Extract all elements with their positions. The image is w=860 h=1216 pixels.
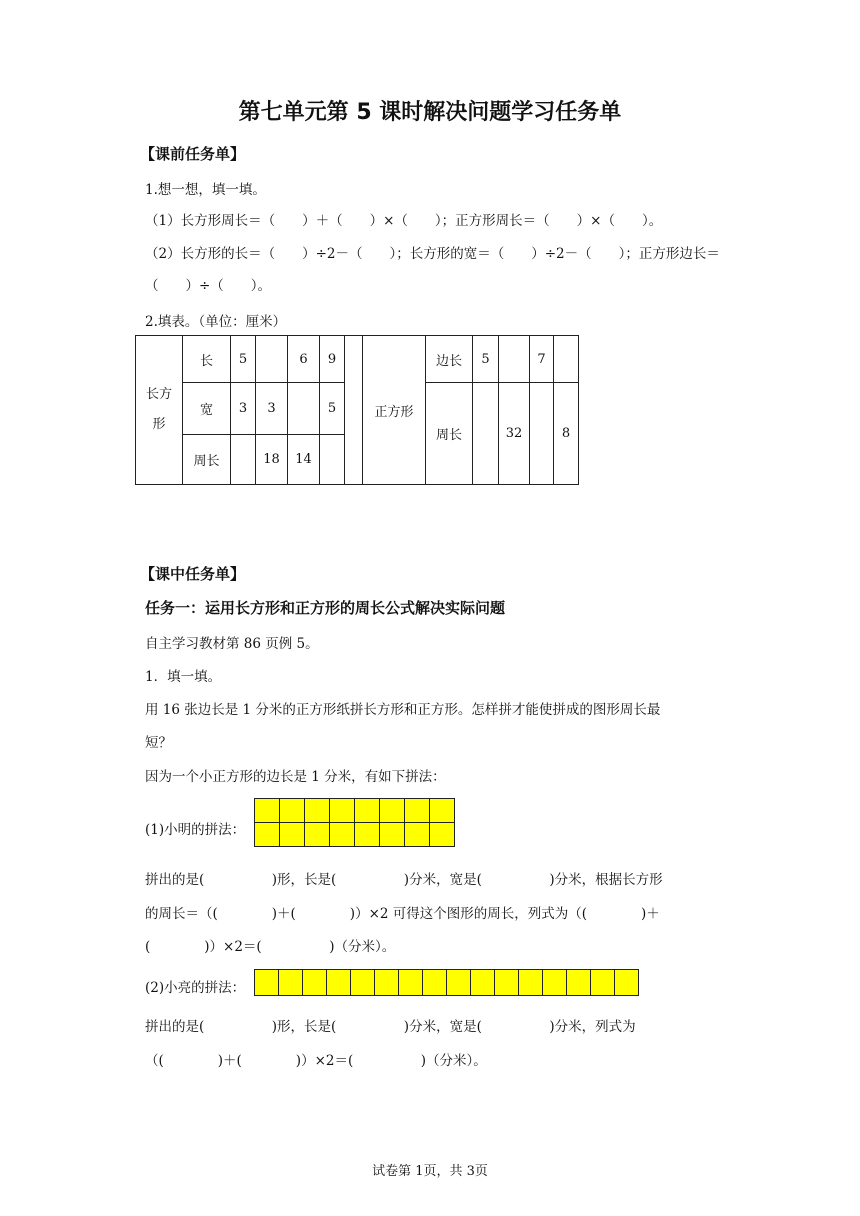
xiaoliang-line-1: 拼出的是( )形，长是( )分米，宽是( )分米，列式为	[145, 1019, 636, 1035]
table-cell: 7	[530, 336, 554, 383]
rect-width-label: 宽	[183, 383, 231, 435]
pre-class-section-heading: 【课前任务单】	[140, 145, 246, 163]
square-perimeter-label: 周长	[426, 383, 473, 485]
xiaoliang-line-2: （( )＋( )）×2＝( )（分米）。	[145, 1053, 487, 1069]
table-cell: 6	[288, 336, 320, 383]
table-cell	[499, 336, 530, 383]
table-cell	[530, 383, 554, 485]
intro-line: 因为一个小正方形的边长是 1 分米，有如下拼法：	[145, 769, 446, 785]
table-cell: 5	[231, 336, 256, 383]
question-1-line-3: （ ）÷（ ）。	[145, 278, 272, 294]
tile	[375, 970, 399, 996]
table-cell	[320, 435, 345, 485]
tile	[351, 970, 375, 996]
tile	[305, 823, 330, 847]
self-study-note: 自主学习教材第 86 页例 5。	[145, 636, 319, 652]
page-footer: 试卷第 1页，共 3页	[372, 1164, 488, 1179]
tile	[399, 970, 423, 996]
table-cell: 8	[554, 383, 579, 485]
xiaoliang-label: (2)小亮的拼法：	[145, 980, 246, 996]
xiaoming-label: (1)小明的拼法：	[145, 822, 246, 838]
tile	[303, 970, 327, 996]
table-cell: 18	[256, 435, 288, 485]
table-cell: 9	[320, 336, 345, 383]
tile	[330, 823, 355, 847]
tile	[447, 970, 471, 996]
tile	[543, 970, 567, 996]
table-cell	[288, 383, 320, 435]
xiaoming-line-3: ( )）×2＝( )（分米）。	[145, 939, 396, 955]
square-label: 正方形	[363, 336, 426, 485]
question-1-line-2: （2）长方形的长＝（ ）÷2－（ ）；长方形的宽＝（ ）÷2－（ ）；正方形边长＝	[145, 246, 720, 262]
tile	[495, 970, 519, 996]
tile	[405, 799, 430, 823]
table-cell	[231, 435, 256, 485]
tile	[615, 970, 639, 996]
task-1-title: 任务一：运用长方形和正方形的周长公式解决实际问题	[145, 599, 506, 617]
tile	[405, 823, 430, 847]
tile	[567, 970, 591, 996]
xiaoming-line-2: 的周长＝（( )＋( )）×2 可得这个图形的周长，列式为（( )＋	[145, 906, 660, 922]
table-divider-cell	[345, 336, 363, 485]
rect-perimeter-label: 周长	[183, 435, 231, 485]
tile	[330, 799, 355, 823]
tile	[355, 823, 380, 847]
tile	[430, 799, 455, 823]
tile	[430, 823, 455, 847]
table-cell	[256, 336, 288, 383]
tile	[471, 970, 495, 996]
tile	[327, 970, 351, 996]
tile	[380, 823, 405, 847]
tile	[423, 970, 447, 996]
tile	[280, 823, 305, 847]
table-cell: 3	[231, 383, 256, 435]
xiaoming-line-1: 拼出的是( )形，长是( )分米，宽是( )分米，根据长方形	[145, 872, 663, 888]
question-1-heading: 1.想一想，填一填。	[145, 182, 266, 198]
fill-in-heading: 1．填一填。	[145, 669, 222, 685]
table-cell: 32	[499, 383, 530, 485]
tile	[280, 799, 305, 823]
tile	[279, 970, 303, 996]
perimeter-table	[135, 335, 579, 485]
tile	[519, 970, 543, 996]
question-2-heading: 2.填表。（单位：厘米）	[145, 314, 287, 330]
problem-line-2: 短？	[145, 735, 172, 751]
tile	[305, 799, 330, 823]
tile	[355, 799, 380, 823]
tile	[255, 823, 280, 847]
table-cell	[473, 383, 499, 485]
xiaoliang-tile-arrangement	[254, 969, 639, 996]
question-1-line-1: （1）长方形周长＝（ ）＋（ ）×（ ）；正方形周长＝（ ）×（ ）。	[145, 213, 663, 229]
in-class-section-heading: 【课中任务单】	[140, 565, 246, 583]
page-title: 第七单元第 5 课时解决问题学习任务单	[238, 100, 622, 125]
table-cell: 5	[320, 383, 345, 435]
table-cell: 14	[288, 435, 320, 485]
square-side-label: 边长	[426, 336, 473, 383]
tile	[255, 970, 279, 996]
problem-line-1: 用 16 张边长是 1 分米的正方形纸拼长方形和正方形。怎样拼才能使拼成的图形周长最	[145, 702, 661, 718]
rect-length-label: 长	[183, 336, 231, 383]
tile	[380, 799, 405, 823]
table-cell: 3	[256, 383, 288, 435]
xiaoming-tile-arrangement	[254, 798, 455, 847]
table-cell: 5	[473, 336, 499, 383]
tile	[255, 799, 280, 823]
table-cell	[554, 336, 579, 383]
rect-label: 长方形	[136, 336, 183, 485]
tile	[591, 970, 615, 996]
